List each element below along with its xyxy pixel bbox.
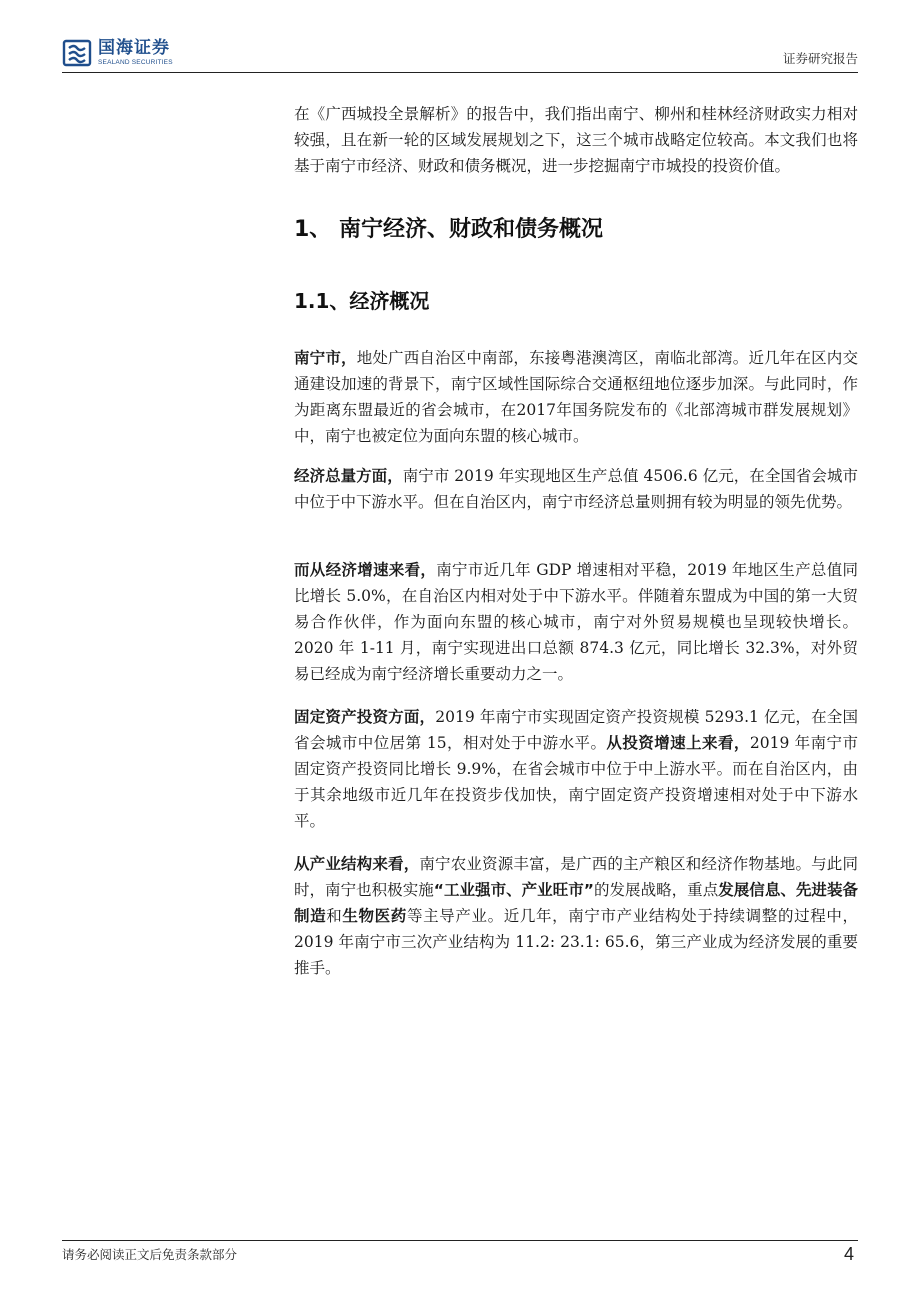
paragraph-lead: 固定资产投资方面，	[294, 708, 436, 726]
paragraph-text-4: 等主导产业。近几年，南宁市产业结构处于持续调整的过程中，2019 年南宁市三次产业结构为 11.2: 23.1: 65.6，第三产业成为经济发展的重要推手。	[294, 907, 858, 977]
strategy-highlight: “工业强市、产业旺市”	[433, 881, 594, 899]
industry-highlight-1: 发展信息、先进装备制造	[294, 881, 858, 925]
paragraph-text: 南宁农业资源丰富，是广西的主产粮区和经济作物基地。与此同时，南宁也积极实施	[294, 855, 858, 899]
section-heading: 1、 南宁经济、财政和债务概况	[294, 217, 603, 242]
report-type-label: 证券研究报告	[782, 51, 858, 66]
paragraph-lead: 而从经济增速来看，	[294, 561, 437, 579]
paragraph-text: 2019 年南宁市实现固定资产投资规模 5293.1 亿元，在全国省会城市中位居第 15，相对处于中游水平。	[294, 708, 858, 752]
footer-disclaimer: 请务必阅读正文后免责条款部分	[62, 1247, 238, 1262]
paragraph-text-2: 2019 年南宁市固定资产投资同比增长 9.9%，在省会城市中位于中上游水平。而在自治区内，由于其余地级市近几年在投资步伐加快，南宁固定资产投资增速相对处于中下游水平。	[294, 734, 859, 830]
company-logo	[62, 38, 173, 68]
intro-paragraph: 在《广西城投全景解析》的报告中，我们指出南宁、柳州和桂林经济财政实力相对较强，且在新一轮的区域发展规划之下，这三个城市战略定位较高。本文我们也将基于南宁市经济、财政和债务概况，进一步挖掘南宁市城投的投资价值。	[294, 105, 858, 175]
paragraph-growth	[294, 557, 858, 687]
industry-highlight-2: 生物医药	[342, 907, 407, 925]
paragraph-text: 南宁市 2019 年实现地区生产总值 4506.6 亿元，在全国省会城市中位于中下游水平。但在自治区内，南宁市经济总量则拥有较为明显的领先优势。	[294, 467, 858, 511]
logo-english-name: SEALAND SECURITIES	[98, 58, 173, 66]
paragraph-investment	[294, 704, 858, 834]
paragraph-lead-2: 从投资增速上来看，	[606, 734, 750, 752]
page-header	[62, 36, 858, 73]
paragraph-text-2: 的发展战略，重点	[593, 881, 719, 899]
paragraph-text: 南宁市近几年 GDP 增速相对平稳，2019 年地区生产总值同比增长 5.0%，在自治区内相对处于中下游水平。伴随着东盟成为中国的第一大贸易合作伙伴，作为面向东盟的核心城市，南宁对外贸易规模也呈现较快增长。2020 年 1-11 月，南宁实现进出口总额 874.3 亿元，同比增长 32.3%，对外贸易已经成为南宁经济增长重要动力之一。	[294, 561, 858, 683]
paragraph-lead: 从产业结构来看，	[294, 855, 420, 873]
paragraph-economic-total	[294, 463, 858, 515]
page-number: 4	[843, 1244, 854, 1264]
paragraph-text: 地处广西自治区中南部，东接粤港澳湾区，南临北部湾。近几年在区内交通建设加速的背景下，南宁区域性国际综合交通枢纽地位逐步加深。与此同时，作为距离东盟最近的省会城市，在2017年国务院发布的《北部湾城市群发展规划》中，南宁也被定位为面向东盟的核心城市。	[294, 349, 858, 445]
logo-chinese-name: 国海证券	[98, 37, 170, 58]
paragraph-nanning	[294, 345, 858, 449]
paragraph-lead: 经济总量方面，	[294, 467, 403, 485]
footer-divider	[62, 1240, 858, 1241]
paragraph-lead: 南宁市，	[294, 349, 357, 367]
subsection-heading: 1.1、经济概况	[294, 289, 430, 313]
sealand-logo-icon	[62, 38, 92, 68]
paragraph-text-3: 和	[326, 907, 343, 925]
paragraph-industry	[294, 851, 858, 981]
